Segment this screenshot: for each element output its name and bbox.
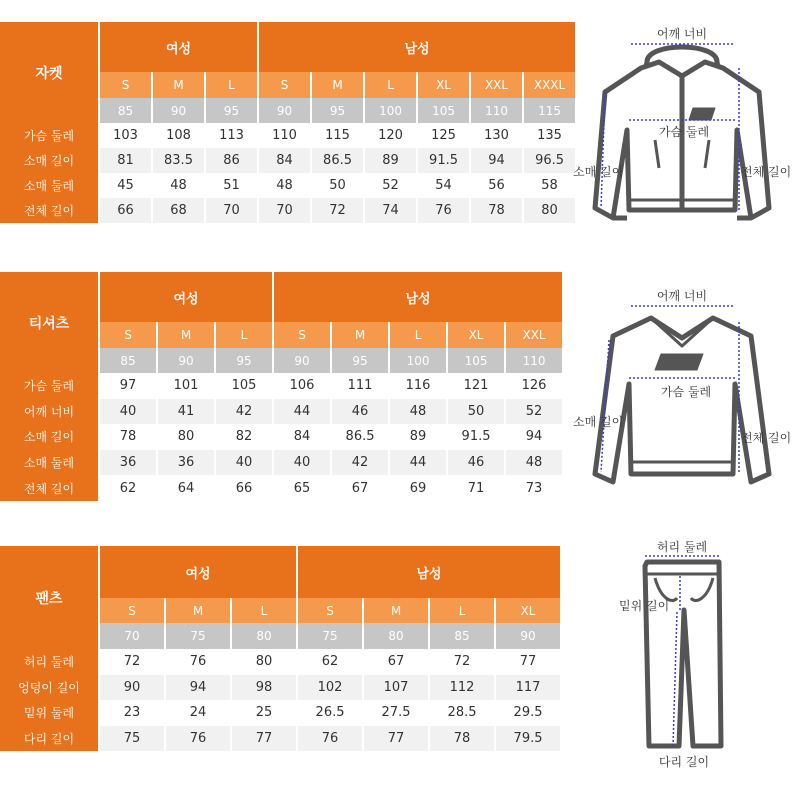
size-header: M xyxy=(332,322,388,348)
measure-value: 107 xyxy=(364,675,428,701)
size-header: XL xyxy=(496,598,560,623)
measure-value: 23 xyxy=(100,700,164,726)
gender-men-header: 남성 xyxy=(298,546,560,598)
measure-value: 77 xyxy=(496,649,560,675)
measure-value: 115 xyxy=(312,123,363,148)
size-header: XXXL xyxy=(524,72,575,98)
gender-women-header: 여성 xyxy=(100,22,257,72)
size-header: S xyxy=(274,322,330,348)
measure-label: 가슴 둘레 xyxy=(0,373,98,399)
size-header: M xyxy=(158,322,214,348)
measure-value: 36 xyxy=(158,450,214,476)
measure-value: 52 xyxy=(506,399,562,425)
pants-size-table xyxy=(0,546,562,751)
jacket-shoulder-label: 어깨 너비 xyxy=(656,27,708,41)
measure-label: 엉덩이 길이 xyxy=(0,675,98,701)
table-title: 자켓 xyxy=(0,22,98,123)
measure-label: 전체 길이 xyxy=(0,475,98,501)
measure-label: 허리 둘레 xyxy=(0,649,98,675)
measure-label: 소매 길이 xyxy=(0,148,98,173)
kr-size-header: 80 xyxy=(232,623,296,649)
measure-value: 103 xyxy=(100,123,151,148)
measure-value: 40 xyxy=(274,450,330,476)
measure-value: 58 xyxy=(524,173,575,198)
measure-value: 69 xyxy=(390,475,446,501)
measure-value: 72 xyxy=(312,198,363,223)
measure-value: 44 xyxy=(390,450,446,476)
kr-size-header: 90 xyxy=(259,98,310,123)
measure-value: 96.5 xyxy=(524,148,575,173)
size-header: XXL xyxy=(506,322,562,348)
measure-value: 29.5 xyxy=(496,700,560,726)
measure-value: 86.5 xyxy=(332,424,388,450)
table-row xyxy=(0,123,575,148)
kr-size-header: 85 xyxy=(100,98,151,123)
kr-size-header: 90 xyxy=(496,623,560,649)
measure-value: 50 xyxy=(448,399,504,425)
measure-value: 54 xyxy=(418,173,469,198)
measure-value: 73 xyxy=(506,475,562,501)
measure-value: 51 xyxy=(206,173,257,198)
measure-value: 78 xyxy=(430,726,494,752)
size-header: S xyxy=(100,72,151,98)
measure-value: 94 xyxy=(471,148,522,173)
kr-size-header: 100 xyxy=(365,98,416,123)
measure-label: 소매 둘레 xyxy=(0,173,98,198)
measure-value: 84 xyxy=(274,424,330,450)
measure-label: 다리 길이 xyxy=(0,726,98,752)
measure-value: 71 xyxy=(448,475,504,501)
garment-illustrations xyxy=(565,0,797,800)
gender-women-header: 여성 xyxy=(100,546,296,598)
measure-value: 86.5 xyxy=(312,148,363,173)
table-row xyxy=(0,173,575,198)
measure-label: 소매 둘레 xyxy=(0,450,98,476)
measure-value: 44 xyxy=(274,399,330,425)
measure-value: 79.5 xyxy=(496,726,560,752)
size-header: L xyxy=(365,72,416,98)
measure-value: 76 xyxy=(418,198,469,223)
kr-size-header: 105 xyxy=(448,348,504,373)
measure-value: 42 xyxy=(332,450,388,476)
kr-size-header: 85 xyxy=(430,623,494,649)
measure-value: 74 xyxy=(365,198,416,223)
size-header: S xyxy=(100,598,164,623)
measure-value: 112 xyxy=(430,675,494,701)
size-header: M xyxy=(364,598,428,623)
measure-value: 62 xyxy=(100,475,156,501)
table-row xyxy=(0,700,560,726)
size-header: XL xyxy=(448,322,504,348)
table-title: 티셔츠 xyxy=(0,272,98,373)
measure-value: 45 xyxy=(100,173,151,198)
measure-value: 77 xyxy=(232,726,296,752)
measure-value: 76 xyxy=(166,649,230,675)
kr-size-header: 85 xyxy=(100,348,156,373)
measure-value: 80 xyxy=(158,424,214,450)
measure-label: 밑위 둘레 xyxy=(0,700,98,726)
measure-value: 68 xyxy=(153,198,204,223)
tshirt-illustration xyxy=(595,318,769,482)
measure-value: 80 xyxy=(232,649,296,675)
measure-value: 80 xyxy=(524,198,575,223)
measure-value: 50 xyxy=(312,173,363,198)
measure-value: 135 xyxy=(524,123,575,148)
measure-value: 70 xyxy=(206,198,257,223)
measure-value: 113 xyxy=(206,123,257,148)
measure-value: 28.5 xyxy=(430,700,494,726)
measure-value: 72 xyxy=(100,649,164,675)
measure-value: 40 xyxy=(216,450,272,476)
measure-value: 67 xyxy=(364,649,428,675)
measure-value: 125 xyxy=(418,123,469,148)
measure-value: 89 xyxy=(390,424,446,450)
kr-size-header: 110 xyxy=(471,98,522,123)
measure-value: 48 xyxy=(506,450,562,476)
measure-value: 77 xyxy=(364,726,428,752)
kr-size-header: 95 xyxy=(206,98,257,123)
kr-size-header: 90 xyxy=(153,98,204,123)
measure-value: 105 xyxy=(216,373,272,399)
measure-value: 89 xyxy=(365,148,416,173)
measure-value: 25 xyxy=(232,700,296,726)
measure-value: 62 xyxy=(298,649,362,675)
kr-size-header: 75 xyxy=(298,623,362,649)
measure-value: 126 xyxy=(506,373,562,399)
measure-value: 72 xyxy=(430,649,494,675)
measure-value: 65 xyxy=(274,475,330,501)
measure-value: 91.5 xyxy=(418,148,469,173)
measure-value: 90 xyxy=(100,675,164,701)
measure-value: 76 xyxy=(298,726,362,752)
measure-value: 46 xyxy=(332,399,388,425)
table-row xyxy=(0,373,562,399)
gender-men-header: 남성 xyxy=(259,22,575,72)
size-header: S xyxy=(298,598,362,623)
measure-value: 116 xyxy=(390,373,446,399)
jacket-total-label: 전체 길이 xyxy=(741,165,792,179)
measure-value: 111 xyxy=(332,373,388,399)
measure-value: 40 xyxy=(100,399,156,425)
measure-value: 42 xyxy=(216,399,272,425)
measure-value: 52 xyxy=(365,173,416,198)
size-header: L xyxy=(206,72,257,98)
table-row xyxy=(0,148,575,173)
measure-value: 94 xyxy=(166,675,230,701)
kr-size-header: 95 xyxy=(216,348,272,373)
pants-rise-label: 밑위 길이 xyxy=(619,599,670,613)
size-header: XXL xyxy=(471,72,522,98)
size-header: S xyxy=(100,322,156,348)
measure-value: 41 xyxy=(158,399,214,425)
size-header: XL xyxy=(418,72,469,98)
pants-leg-label: 다리 길이 xyxy=(658,755,710,769)
measure-value: 101 xyxy=(158,373,214,399)
measure-value: 91.5 xyxy=(448,424,504,450)
measure-value: 81 xyxy=(100,148,151,173)
pants-waist-label: 허리 둘레 xyxy=(656,540,708,554)
table-row xyxy=(0,675,560,701)
measure-value: 48 xyxy=(259,173,310,198)
size-header: L xyxy=(430,598,494,623)
tshirt-sleeve-label: 소매 길이 xyxy=(573,415,624,429)
kr-size-header: 70 xyxy=(100,623,164,649)
measure-value: 78 xyxy=(100,424,156,450)
measure-value: 84 xyxy=(259,148,310,173)
kr-size-header: 75 xyxy=(166,623,230,649)
jacket-sleeve-label: 소매 길이 xyxy=(573,165,624,179)
measure-value: 75 xyxy=(100,726,164,752)
kr-size-header: 90 xyxy=(158,348,214,373)
kr-size-header: 90 xyxy=(274,348,330,373)
measure-value: 24 xyxy=(166,700,230,726)
pants-illustration xyxy=(645,562,721,746)
measure-value: 27.5 xyxy=(364,700,428,726)
gender-men-header: 남성 xyxy=(274,272,562,322)
size-header: M xyxy=(312,72,363,98)
kr-size-header: 95 xyxy=(332,348,388,373)
table-row xyxy=(0,726,560,752)
kr-size-header: 80 xyxy=(364,623,428,649)
table-row xyxy=(0,450,562,476)
gender-women-header: 여성 xyxy=(100,272,272,322)
measure-label: 소매 길이 xyxy=(0,424,98,450)
measure-value: 110 xyxy=(259,123,310,148)
tshirt-shoulder-label: 어깨 너비 xyxy=(656,289,708,303)
measure-value: 121 xyxy=(448,373,504,399)
kr-size-header: 100 xyxy=(390,348,446,373)
size-header: L xyxy=(232,598,296,623)
measure-value: 36 xyxy=(100,450,156,476)
measure-value: 64 xyxy=(158,475,214,501)
measure-value: 83.5 xyxy=(153,148,204,173)
measure-value: 86 xyxy=(206,148,257,173)
size-header: S xyxy=(259,72,310,98)
size-header: L xyxy=(390,322,446,348)
size-header: M xyxy=(153,72,204,98)
measure-value: 56 xyxy=(471,173,522,198)
table-row xyxy=(0,475,562,501)
jacket-size-table xyxy=(0,22,577,223)
table-row xyxy=(0,198,575,223)
jacket-chest-label: 가슴 둘레 xyxy=(658,125,710,139)
kr-size-header: 110 xyxy=(506,348,562,373)
measure-value: 102 xyxy=(298,675,362,701)
measure-value: 26.5 xyxy=(298,700,362,726)
kr-size-header: 95 xyxy=(312,98,363,123)
size-header: L xyxy=(216,322,272,348)
measure-value: 67 xyxy=(332,475,388,501)
table-title: 팬츠 xyxy=(0,546,98,649)
measure-value: 76 xyxy=(166,726,230,752)
tshirt-chest-label: 가슴 둘레 xyxy=(660,385,712,399)
measure-value: 108 xyxy=(153,123,204,148)
measure-value: 94 xyxy=(506,424,562,450)
measure-value: 48 xyxy=(390,399,446,425)
kr-size-header: 115 xyxy=(524,98,575,123)
measure-value: 97 xyxy=(100,373,156,399)
measure-value: 46 xyxy=(448,450,504,476)
tshirt-total-label: 전체 길이 xyxy=(741,431,792,445)
measure-value: 82 xyxy=(216,424,272,450)
measure-label: 어깨 너비 xyxy=(0,399,98,425)
measure-value: 98 xyxy=(232,675,296,701)
measure-label: 전체 길이 xyxy=(0,198,98,223)
table-row xyxy=(0,649,560,675)
measure-value: 78 xyxy=(471,198,522,223)
size-header: M xyxy=(166,598,230,623)
table-row xyxy=(0,424,562,450)
measure-value: 120 xyxy=(365,123,416,148)
measure-value: 130 xyxy=(471,123,522,148)
measure-value: 66 xyxy=(216,475,272,501)
measure-value: 70 xyxy=(259,198,310,223)
table-row xyxy=(0,399,562,425)
measure-label: 가슴 둘레 xyxy=(0,123,98,148)
measure-value: 117 xyxy=(496,675,560,701)
measure-value: 48 xyxy=(153,173,204,198)
measure-value: 66 xyxy=(100,198,151,223)
measure-value: 106 xyxy=(274,373,330,399)
tshirt-size-table xyxy=(0,272,564,501)
kr-size-header: 105 xyxy=(418,98,469,123)
